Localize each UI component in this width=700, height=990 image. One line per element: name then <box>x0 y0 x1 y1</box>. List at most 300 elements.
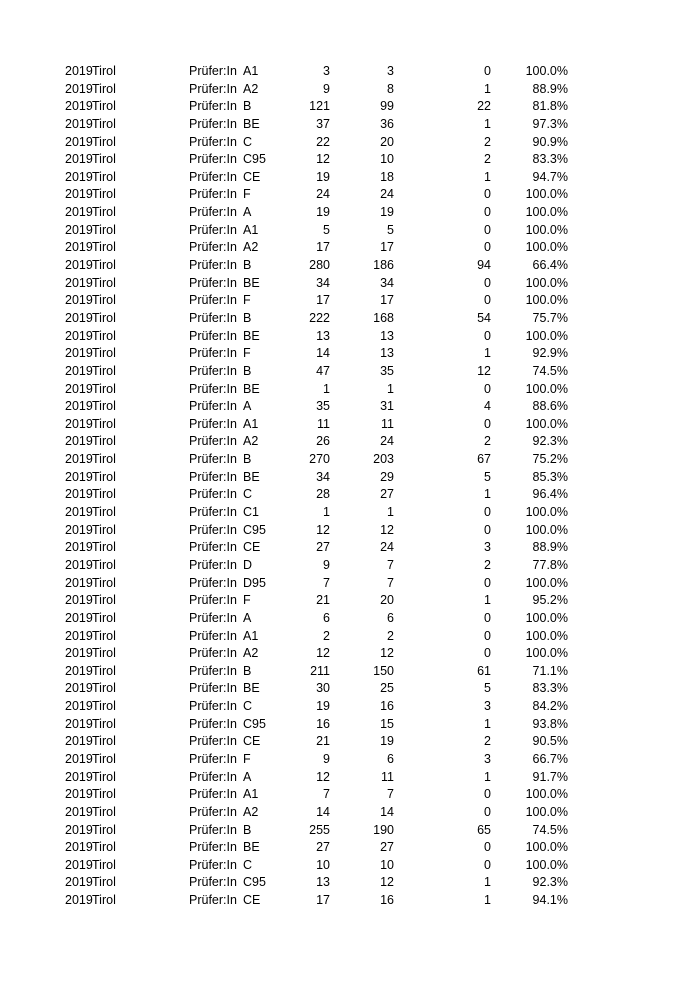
region-cell: Tirol <box>92 310 116 325</box>
pass-rate-cell: 74.5% <box>532 822 568 837</box>
region-cell: Tirol <box>92 734 116 749</box>
table-row <box>0 786 700 804</box>
passed-cell: 99 <box>380 99 394 114</box>
year-cell: 2019 <box>65 434 93 449</box>
pass-rate-cell: 84.2% <box>532 699 568 714</box>
failed-cell: 2 <box>484 434 491 449</box>
total-cell: 26 <box>316 434 330 449</box>
total-cell: 9 <box>323 81 330 96</box>
license-class-cell: BE <box>243 275 260 290</box>
region-cell: Tirol <box>92 240 116 255</box>
region-cell: Tirol <box>92 363 116 378</box>
failed-cell: 2 <box>484 134 491 149</box>
license-class-cell: C95 <box>243 152 266 167</box>
failed-cell: 0 <box>484 804 491 819</box>
data-table <box>0 63 700 910</box>
failed-cell: 0 <box>484 205 491 220</box>
pass-rate-cell: 75.7% <box>532 310 568 325</box>
total-cell: 10 <box>316 857 330 872</box>
total-cell: 30 <box>316 681 330 696</box>
role-cell: Prüfer:In <box>189 64 237 78</box>
passed-cell: 16 <box>380 699 394 714</box>
role-cell: Prüfer:In <box>189 469 237 484</box>
table-row <box>0 804 700 822</box>
role-cell: Prüfer:In <box>189 99 237 114</box>
role-cell: Prüfer:In <box>189 787 237 802</box>
region-cell: Tirol <box>92 487 116 502</box>
passed-cell: 16 <box>380 893 394 908</box>
total-cell: 34 <box>316 275 330 290</box>
year-cell: 2019 <box>65 346 93 361</box>
year-cell: 2019 <box>65 116 93 131</box>
region-cell: Tirol <box>92 505 116 520</box>
license-class-cell: BE <box>243 681 260 696</box>
role-cell: Prüfer:In <box>189 240 237 255</box>
pass-rate-cell: 94.1% <box>532 893 568 908</box>
total-cell: 24 <box>316 187 330 202</box>
role-cell: Prüfer:In <box>189 505 237 520</box>
table-row <box>0 310 700 328</box>
table-row <box>0 398 700 416</box>
failed-cell: 5 <box>484 681 491 696</box>
region-cell: Tirol <box>92 275 116 290</box>
region-cell: Tirol <box>92 663 116 678</box>
passed-cell: 24 <box>380 540 394 555</box>
failed-cell: 2 <box>484 557 491 572</box>
pass-rate-cell: 100.0% <box>525 628 568 643</box>
failed-cell: 0 <box>484 610 491 625</box>
table-row <box>0 451 700 469</box>
year-cell: 2019 <box>65 893 93 908</box>
region-cell: Tirol <box>92 681 116 696</box>
total-cell: 14 <box>316 346 330 361</box>
year-cell: 2019 <box>65 222 93 237</box>
total-cell: 21 <box>316 593 330 608</box>
region-cell: Tirol <box>92 187 116 202</box>
year-cell: 2019 <box>65 152 93 167</box>
passed-cell: 11 <box>381 769 394 784</box>
license-class-cell: B <box>243 822 252 837</box>
pass-rate-cell: 94.7% <box>532 169 568 184</box>
pass-rate-cell: 97.3% <box>532 116 568 131</box>
table-row <box>0 892 700 910</box>
region-cell: Tirol <box>92 293 116 308</box>
pass-rate-cell: 100.0% <box>525 381 568 396</box>
total-cell: 17 <box>316 240 330 255</box>
passed-cell: 10 <box>380 152 394 167</box>
total-cell: 17 <box>316 293 330 308</box>
license-class-cell: B <box>243 258 252 273</box>
role-cell: Prüfer:In <box>189 205 237 220</box>
total-cell: 16 <box>316 716 330 731</box>
total-cell: 21 <box>316 734 330 749</box>
pass-rate-cell: 88.6% <box>532 399 568 414</box>
region-cell: Tirol <box>92 99 116 114</box>
role-cell: Prüfer:In <box>189 222 237 237</box>
year-cell: 2019 <box>65 540 93 555</box>
pass-rate-cell: 100.0% <box>525 646 568 661</box>
license-class-cell: BE <box>243 116 260 131</box>
failed-cell: 0 <box>484 187 491 202</box>
table-row <box>0 416 700 434</box>
passed-cell: 14 <box>380 804 394 819</box>
role-cell: Prüfer:In <box>189 557 237 572</box>
license-class-cell: F <box>243 346 251 361</box>
failed-cell: 1 <box>484 769 491 784</box>
passed-cell: 15 <box>380 716 394 731</box>
table-row <box>0 557 700 575</box>
total-cell: 121 <box>309 99 330 114</box>
year-cell: 2019 <box>65 381 93 396</box>
pass-rate-cell: 71.1% <box>532 663 568 678</box>
region-cell: Tirol <box>92 434 116 449</box>
passed-cell: 8 <box>387 81 394 96</box>
failed-cell: 2 <box>484 734 491 749</box>
license-class-cell: BE <box>243 469 260 484</box>
license-class-cell: C <box>243 487 253 502</box>
year-cell: 2019 <box>65 716 93 731</box>
role-cell: Prüfer:In <box>189 628 237 643</box>
table-row <box>0 381 700 399</box>
total-cell: 19 <box>316 205 330 220</box>
role-cell: Prüfer:In <box>189 399 237 414</box>
table-row <box>0 257 700 275</box>
pass-rate-cell: 93.8% <box>532 716 568 731</box>
table-row <box>0 222 700 240</box>
role-cell: Prüfer:In <box>189 857 237 872</box>
license-class-cell: A <box>243 610 252 625</box>
license-class-cell: C1 <box>243 505 259 520</box>
total-cell: 47 <box>316 363 330 378</box>
pass-rate-cell: 100.0% <box>525 328 568 343</box>
total-cell: 3 <box>323 64 330 78</box>
region-cell: Tirol <box>92 557 116 572</box>
total-cell: 9 <box>323 557 330 572</box>
license-class-cell: A2 <box>243 804 259 819</box>
total-cell: 13 <box>316 328 330 343</box>
passed-cell: 31 <box>380 399 394 414</box>
pass-rate-cell: 100.0% <box>525 787 568 802</box>
region-cell: Tirol <box>92 381 116 396</box>
passed-cell: 27 <box>380 487 394 502</box>
role-cell: Prüfer:In <box>189 699 237 714</box>
region-cell: Tirol <box>92 610 116 625</box>
table-row <box>0 522 700 540</box>
failed-cell: 0 <box>484 628 491 643</box>
region-cell: Tirol <box>92 769 116 784</box>
pass-rate-cell: 66.7% <box>532 751 568 766</box>
year-cell: 2019 <box>65 99 93 114</box>
role-cell: Prüfer:In <box>189 434 237 449</box>
license-class-cell: F <box>243 751 251 766</box>
license-class-cell: BE <box>243 381 260 396</box>
failed-cell: 1 <box>484 875 491 890</box>
failed-cell: 0 <box>484 646 491 661</box>
license-class-cell: BE <box>243 840 260 855</box>
passed-cell: 6 <box>387 610 394 625</box>
passed-cell: 168 <box>373 310 394 325</box>
total-cell: 12 <box>316 522 330 537</box>
region-cell: Tirol <box>92 716 116 731</box>
role-cell: Prüfer:In <box>189 452 237 467</box>
year-cell: 2019 <box>65 699 93 714</box>
pass-rate-cell: 90.9% <box>532 134 568 149</box>
total-cell: 1 <box>323 381 330 396</box>
pass-rate-cell: 90.5% <box>532 734 568 749</box>
passed-cell: 35 <box>380 363 394 378</box>
role-cell: Prüfer:In <box>189 116 237 131</box>
total-cell: 2 <box>323 628 330 643</box>
year-cell: 2019 <box>65 363 93 378</box>
license-class-cell: D <box>243 557 253 572</box>
role-cell: Prüfer:In <box>189 293 237 308</box>
passed-cell: 13 <box>380 346 394 361</box>
role-cell: Prüfer:In <box>189 734 237 749</box>
year-cell: 2019 <box>65 751 93 766</box>
pass-rate-cell: 66.4% <box>532 258 568 273</box>
pass-rate-cell: 88.9% <box>532 81 568 96</box>
passed-cell: 2 <box>387 628 394 643</box>
table-row <box>0 186 700 204</box>
role-cell: Prüfer:In <box>189 875 237 890</box>
failed-cell: 1 <box>484 487 491 502</box>
license-class-cell: F <box>243 187 251 202</box>
total-cell: 12 <box>316 769 330 784</box>
table-row <box>0 134 700 152</box>
year-cell: 2019 <box>65 452 93 467</box>
year-cell: 2019 <box>65 769 93 784</box>
region-cell: Tirol <box>92 152 116 167</box>
failed-cell: 1 <box>484 893 491 908</box>
passed-cell: 5 <box>387 222 394 237</box>
role-cell: Prüfer:In <box>189 522 237 537</box>
passed-cell: 19 <box>380 205 394 220</box>
year-cell: 2019 <box>65 628 93 643</box>
table-row <box>0 628 700 646</box>
role-cell: Prüfer:In <box>189 258 237 273</box>
license-class-cell: A <box>243 205 252 220</box>
failed-cell: 61 <box>477 663 491 678</box>
pass-rate-cell: 100.0% <box>525 505 568 520</box>
pass-rate-cell: 100.0% <box>525 804 568 819</box>
failed-cell: 1 <box>484 593 491 608</box>
year-cell: 2019 <box>65 293 93 308</box>
table-row <box>0 151 700 169</box>
table-row <box>0 874 700 892</box>
failed-cell: 94 <box>477 258 491 273</box>
region-cell: Tirol <box>92 328 116 343</box>
pass-rate-cell: 92.9% <box>532 346 568 361</box>
table-row <box>0 116 700 134</box>
license-class-cell: A1 <box>243 628 259 643</box>
role-cell: Prüfer:In <box>189 363 237 378</box>
failed-cell: 0 <box>484 64 491 78</box>
pass-rate-cell: 96.4% <box>532 487 568 502</box>
passed-cell: 7 <box>387 787 394 802</box>
passed-cell: 12 <box>380 875 394 890</box>
passed-cell: 203 <box>373 452 394 467</box>
license-class-cell: A2 <box>243 240 259 255</box>
table-row <box>0 63 700 81</box>
year-cell: 2019 <box>65 328 93 343</box>
year-cell: 2019 <box>65 875 93 890</box>
year-cell: 2019 <box>65 522 93 537</box>
year-cell: 2019 <box>65 840 93 855</box>
failed-cell: 1 <box>484 116 491 131</box>
role-cell: Prüfer:In <box>189 681 237 696</box>
license-class-cell: A2 <box>243 646 259 661</box>
role-cell: Prüfer:In <box>189 540 237 555</box>
license-class-cell: A1 <box>243 64 259 78</box>
year-cell: 2019 <box>65 258 93 273</box>
role-cell: Prüfer:In <box>189 187 237 202</box>
year-cell: 2019 <box>65 416 93 431</box>
pass-rate-cell: 95.2% <box>532 593 568 608</box>
total-cell: 12 <box>316 152 330 167</box>
passed-cell: 186 <box>373 258 394 273</box>
table-row <box>0 680 700 698</box>
year-cell: 2019 <box>65 275 93 290</box>
role-cell: Prüfer:In <box>189 169 237 184</box>
region-cell: Tirol <box>92 116 116 131</box>
table-row <box>0 469 700 487</box>
region-cell: Tirol <box>92 593 116 608</box>
year-cell: 2019 <box>65 169 93 184</box>
license-class-cell: CE <box>243 734 261 749</box>
license-class-cell: F <box>243 293 251 308</box>
pass-rate-cell: 100.0% <box>525 187 568 202</box>
failed-cell: 0 <box>484 857 491 872</box>
pass-rate-cell: 100.0% <box>525 522 568 537</box>
failed-cell: 5 <box>484 469 491 484</box>
role-cell: Prüfer:In <box>189 310 237 325</box>
total-cell: 35 <box>316 399 330 414</box>
region-cell: Tirol <box>92 469 116 484</box>
region-cell: Tirol <box>92 134 116 149</box>
failed-cell: 1 <box>484 81 491 96</box>
license-class-cell: F <box>243 593 251 608</box>
failed-cell: 0 <box>484 381 491 396</box>
table-row <box>0 575 700 593</box>
failed-cell: 0 <box>484 840 491 855</box>
region-cell: Tirol <box>92 857 116 872</box>
failed-cell: 0 <box>484 505 491 520</box>
total-cell: 34 <box>316 469 330 484</box>
region-cell: Tirol <box>92 452 116 467</box>
table-row <box>0 822 700 840</box>
total-cell: 19 <box>316 169 330 184</box>
pass-rate-cell: 83.3% <box>532 152 568 167</box>
region-cell: Tirol <box>92 699 116 714</box>
pass-rate-cell: 100.0% <box>525 222 568 237</box>
pass-rate-cell: 92.3% <box>532 434 568 449</box>
failed-cell: 1 <box>484 346 491 361</box>
passed-cell: 20 <box>380 134 394 149</box>
failed-cell: 0 <box>484 222 491 237</box>
license-class-cell: A2 <box>243 434 259 449</box>
region-cell: Tirol <box>92 787 116 802</box>
passed-cell: 11 <box>381 416 394 431</box>
failed-cell: 67 <box>477 452 491 467</box>
total-cell: 11 <box>317 416 330 431</box>
role-cell: Prüfer:In <box>189 610 237 625</box>
license-class-cell: C <box>243 699 253 714</box>
table-row <box>0 857 700 875</box>
pass-rate-cell: 100.0% <box>525 64 568 78</box>
role-cell: Prüfer:In <box>189 275 237 290</box>
role-cell: Prüfer:In <box>189 822 237 837</box>
passed-cell: 20 <box>380 593 394 608</box>
pass-rate-cell: 83.3% <box>532 681 568 696</box>
year-cell: 2019 <box>65 734 93 749</box>
failed-cell: 0 <box>484 575 491 590</box>
total-cell: 222 <box>309 310 330 325</box>
role-cell: Prüfer:In <box>189 152 237 167</box>
license-class-cell: B <box>243 363 252 378</box>
license-class-cell: B <box>243 310 252 325</box>
table-row <box>0 539 700 557</box>
total-cell: 211 <box>310 663 330 678</box>
pass-rate-cell: 100.0% <box>525 857 568 872</box>
table-row <box>0 239 700 257</box>
role-cell: Prüfer:In <box>189 769 237 784</box>
year-cell: 2019 <box>65 134 93 149</box>
license-class-cell: A1 <box>243 222 259 237</box>
year-cell: 2019 <box>65 399 93 414</box>
table-row <box>0 292 700 310</box>
license-class-cell: B <box>243 99 252 114</box>
table-row <box>0 363 700 381</box>
region-cell: Tirol <box>92 222 116 237</box>
passed-cell: 3 <box>387 64 394 78</box>
region-cell: Tirol <box>92 81 116 96</box>
license-class-cell: C95 <box>243 522 266 537</box>
table-row <box>0 839 700 857</box>
license-class-cell: A1 <box>243 416 259 431</box>
table-row <box>0 645 700 663</box>
failed-cell: 65 <box>477 822 491 837</box>
role-cell: Prüfer:In <box>189 416 237 431</box>
region-cell: Tirol <box>92 646 116 661</box>
license-class-cell: A2 <box>243 81 259 96</box>
license-class-cell: C95 <box>243 716 266 731</box>
year-cell: 2019 <box>65 240 93 255</box>
license-class-cell: CE <box>243 169 261 184</box>
table-row <box>0 504 700 522</box>
role-cell: Prüfer:In <box>189 593 237 608</box>
year-cell: 2019 <box>65 505 93 520</box>
total-cell: 22 <box>316 134 330 149</box>
total-cell: 1 <box>323 505 330 520</box>
pass-rate-cell: 100.0% <box>525 610 568 625</box>
year-cell: 2019 <box>65 575 93 590</box>
region-cell: Tirol <box>92 346 116 361</box>
pass-rate-cell: 77.8% <box>532 557 568 572</box>
failed-cell: 3 <box>484 540 491 555</box>
passed-cell: 10 <box>380 857 394 872</box>
role-cell: Prüfer:In <box>189 840 237 855</box>
year-cell: 2019 <box>65 205 93 220</box>
role-cell: Prüfer:In <box>189 81 237 96</box>
pass-rate-cell: 88.9% <box>532 540 568 555</box>
region-cell: Tirol <box>92 893 116 908</box>
region-cell: Tirol <box>92 399 116 414</box>
role-cell: Prüfer:In <box>189 646 237 661</box>
pass-rate-cell: 100.0% <box>525 293 568 308</box>
total-cell: 7 <box>323 787 330 802</box>
failed-cell: 0 <box>484 240 491 255</box>
year-cell: 2019 <box>65 487 93 502</box>
